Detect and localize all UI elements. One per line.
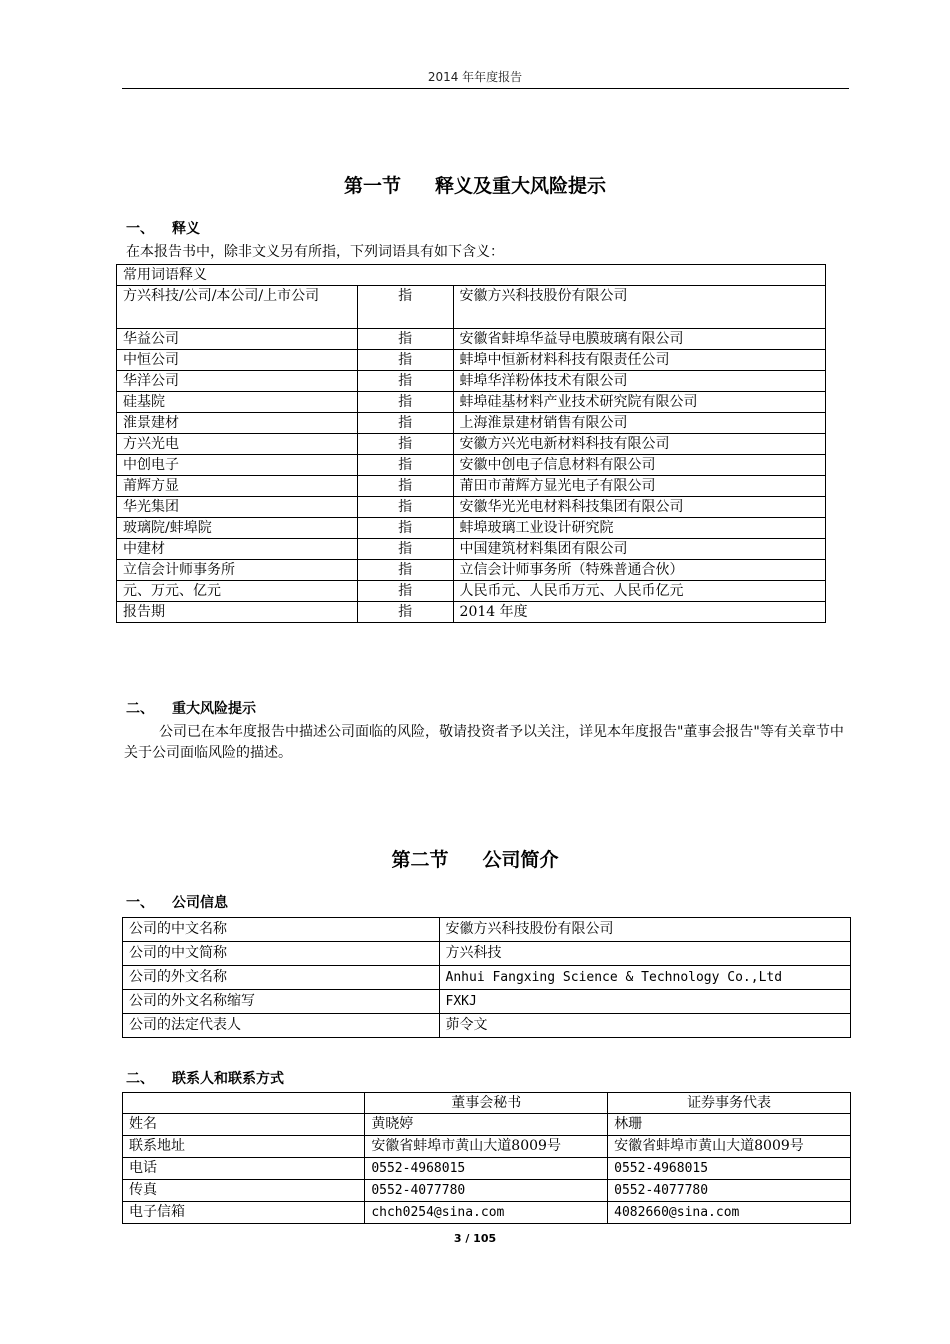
contact-label: 姓名 [123, 1114, 365, 1136]
definitions-intro: 在本报告书中，除非文义另有所指，下列词语具有如下含义： [126, 244, 504, 260]
definition-meaning: 安徽中创电子信息材料有限公司 [453, 455, 825, 476]
definitions-table [116, 264, 826, 623]
company-info-label: 公司的中文名称 [123, 918, 440, 942]
contacts-title: 联系人和联系方式 [172, 1071, 284, 1087]
definition-term: 报告期 [117, 602, 358, 623]
contact-secretary-value: 安徽省蚌埠市黄山大道8009号 [365, 1136, 608, 1158]
contact-label: 电话 [123, 1158, 365, 1180]
section1-label: 第一节 [343, 175, 401, 197]
contact-row [123, 1114, 851, 1136]
definition-row [117, 329, 826, 350]
definitions-num: 一、 [126, 221, 154, 237]
contact-row [123, 1158, 851, 1180]
definitions-table-header-row [117, 265, 826, 286]
definition-row [117, 476, 826, 497]
definition-ref: 指 [357, 602, 453, 623]
definition-meaning: 安徽省蚌埠华益导电膜玻璃有限公司 [453, 329, 825, 350]
definition-meaning: 中国建筑材料集团有限公司 [453, 539, 825, 560]
company-info-num: 一、 [126, 895, 154, 911]
page-number: 3 / 105 [453, 1232, 497, 1245]
company-info-title: 公司信息 [172, 895, 228, 911]
contact-row [123, 1202, 851, 1224]
page-header: 2014 年年度报告 [427, 70, 523, 84]
contact-label: 电子信箱 [123, 1202, 365, 1224]
definitions-table-header: 常用词语释义 [117, 265, 826, 286]
contacts-heading [126, 1068, 284, 1088]
company-info-row [123, 918, 851, 942]
contact-secretary-value: 黄晓婷 [365, 1114, 608, 1136]
definition-meaning: 立信会计师事务所（特殊普通合伙） [453, 560, 825, 581]
company-info-value: 方兴科技 [439, 942, 850, 966]
definitions-heading [126, 218, 200, 238]
definition-meaning: 人民币元、人民币万元、人民币亿元 [453, 581, 825, 602]
definition-meaning: 安徽华光光电材料科技集团有限公司 [453, 497, 825, 518]
definition-ref: 指 [357, 539, 453, 560]
contact-rep-value: 0552-4968015 [608, 1158, 851, 1180]
company-info-label: 公司的外文名称 [123, 966, 440, 990]
definition-meaning: 2014 年度 [453, 602, 825, 623]
section2-heading: 公司简介 [482, 849, 559, 871]
contact-label: 联系地址 [123, 1136, 365, 1158]
company-info-value: 安徽方兴科技股份有限公司 [439, 918, 850, 942]
definition-row [117, 392, 826, 413]
company-info-table [122, 917, 851, 1038]
section1-heading: 释义及重大风险提示 [435, 175, 607, 197]
risk-num: 二、 [126, 701, 154, 717]
company-info-label: 公司的法定代表人 [123, 1014, 440, 1038]
definition-row [117, 434, 826, 455]
company-info-label: 公司的外文名称缩写 [123, 990, 440, 1014]
contact-secretary-value: 0552-4968015 [365, 1158, 608, 1180]
definition-term: 莆辉方显 [117, 476, 358, 497]
definition-term: 淮景建材 [117, 413, 358, 434]
definition-meaning: 蚌埠华洋粉体技术有限公司 [453, 371, 825, 392]
section2-label: 第二节 [391, 849, 449, 871]
definition-row [117, 602, 826, 623]
definition-term: 元、万元、亿元 [117, 581, 358, 602]
contact-row [123, 1180, 851, 1202]
contact-rep-value: 林珊 [608, 1114, 851, 1136]
definition-term: 中创电子 [117, 455, 358, 476]
definition-term: 方兴光电 [117, 434, 358, 455]
company-info-row [123, 1014, 851, 1038]
definition-row [117, 413, 826, 434]
company-info-heading [126, 892, 228, 912]
contact-label: 传真 [123, 1180, 365, 1202]
definition-term: 中恒公司 [117, 350, 358, 371]
definition-meaning: 上海淮景建材销售有限公司 [453, 413, 825, 434]
contacts-num: 二、 [126, 1071, 154, 1087]
contact-row [123, 1136, 851, 1158]
company-info-row [123, 942, 851, 966]
definition-ref: 指 [357, 371, 453, 392]
definition-term: 中建材 [117, 539, 358, 560]
definition-row [117, 539, 826, 560]
contacts-header-empty [123, 1093, 365, 1114]
definition-meaning: 安徽方兴科技股份有限公司 [453, 286, 825, 329]
contact-rep-value: 0552-4077780 [608, 1180, 851, 1202]
contacts-col-secretary: 董事会秘书 [365, 1093, 608, 1114]
definition-meaning: 蚌埠中恒新材料科技有限责任公司 [453, 350, 825, 371]
definition-ref: 指 [357, 518, 453, 539]
company-info-row [123, 990, 851, 1014]
definition-ref: 指 [357, 329, 453, 350]
definition-meaning: 蚌埠玻璃工业设计研究院 [453, 518, 825, 539]
definition-term: 立信会计师事务所 [117, 560, 358, 581]
definition-ref: 指 [357, 392, 453, 413]
company-info-value: 茆令文 [439, 1014, 850, 1038]
contacts-header-row [123, 1093, 851, 1114]
definition-row [117, 350, 826, 371]
company-info-value: Anhui Fangxing Science & Technology Co.,Ltd [439, 966, 850, 990]
contact-secretary-value: chch0254@sina.com [365, 1202, 608, 1224]
definition-meaning: 安徽方兴光电新材料科技有限公司 [453, 434, 825, 455]
definition-term: 华洋公司 [117, 371, 358, 392]
definition-meaning: 莆田市莆辉方显光电子有限公司 [453, 476, 825, 497]
definition-ref: 指 [357, 497, 453, 518]
definition-meaning: 蚌埠硅基材料产业技术研究院有限公司 [453, 392, 825, 413]
contact-rep-value: 4082660@sina.com [608, 1202, 851, 1224]
definition-row [117, 581, 826, 602]
definition-term: 玻璃院/蚌埠院 [117, 518, 358, 539]
definition-ref: 指 [357, 413, 453, 434]
contact-rep-value: 安徽省蚌埠市黄山大道8009号 [608, 1136, 851, 1158]
definition-term: 华益公司 [117, 329, 358, 350]
company-info-label: 公司的中文简称 [123, 942, 440, 966]
definition-ref: 指 [357, 476, 453, 497]
definition-row [117, 371, 826, 392]
risk-heading [126, 698, 256, 718]
definition-row [117, 518, 826, 539]
contacts-table [122, 1092, 851, 1224]
section1-title [0, 171, 950, 198]
definition-ref: 指 [357, 581, 453, 602]
definition-row [117, 286, 826, 329]
definition-ref: 指 [357, 350, 453, 371]
contact-secretary-value: 0552-4077780 [365, 1180, 608, 1202]
definitions-title: 释义 [172, 221, 200, 237]
definition-term: 华光集团 [117, 497, 358, 518]
definition-ref: 指 [357, 560, 453, 581]
definition-term: 硅基院 [117, 392, 358, 413]
definition-row [117, 560, 826, 581]
header-rule [122, 88, 849, 89]
company-info-row [123, 966, 851, 990]
definition-ref: 指 [357, 455, 453, 476]
risk-title: 重大风险提示 [172, 701, 256, 717]
company-info-value: FXKJ [439, 990, 850, 1014]
definition-term: 方兴科技/公司/本公司/上市公司 [117, 286, 358, 329]
definition-row [117, 455, 826, 476]
definition-ref: 指 [357, 434, 453, 455]
risk-text: 公司已在本年度报告中描述公司面临的风险，敬请投资者予以关注，详见本年度报告"董事会报告"等有关章节中关于公司面临风险的描述。 [124, 724, 844, 761]
definition-ref: 指 [357, 286, 453, 329]
definition-row [117, 497, 826, 518]
section2-title [0, 845, 950, 872]
contacts-col-rep: 证券事务代表 [608, 1093, 851, 1114]
